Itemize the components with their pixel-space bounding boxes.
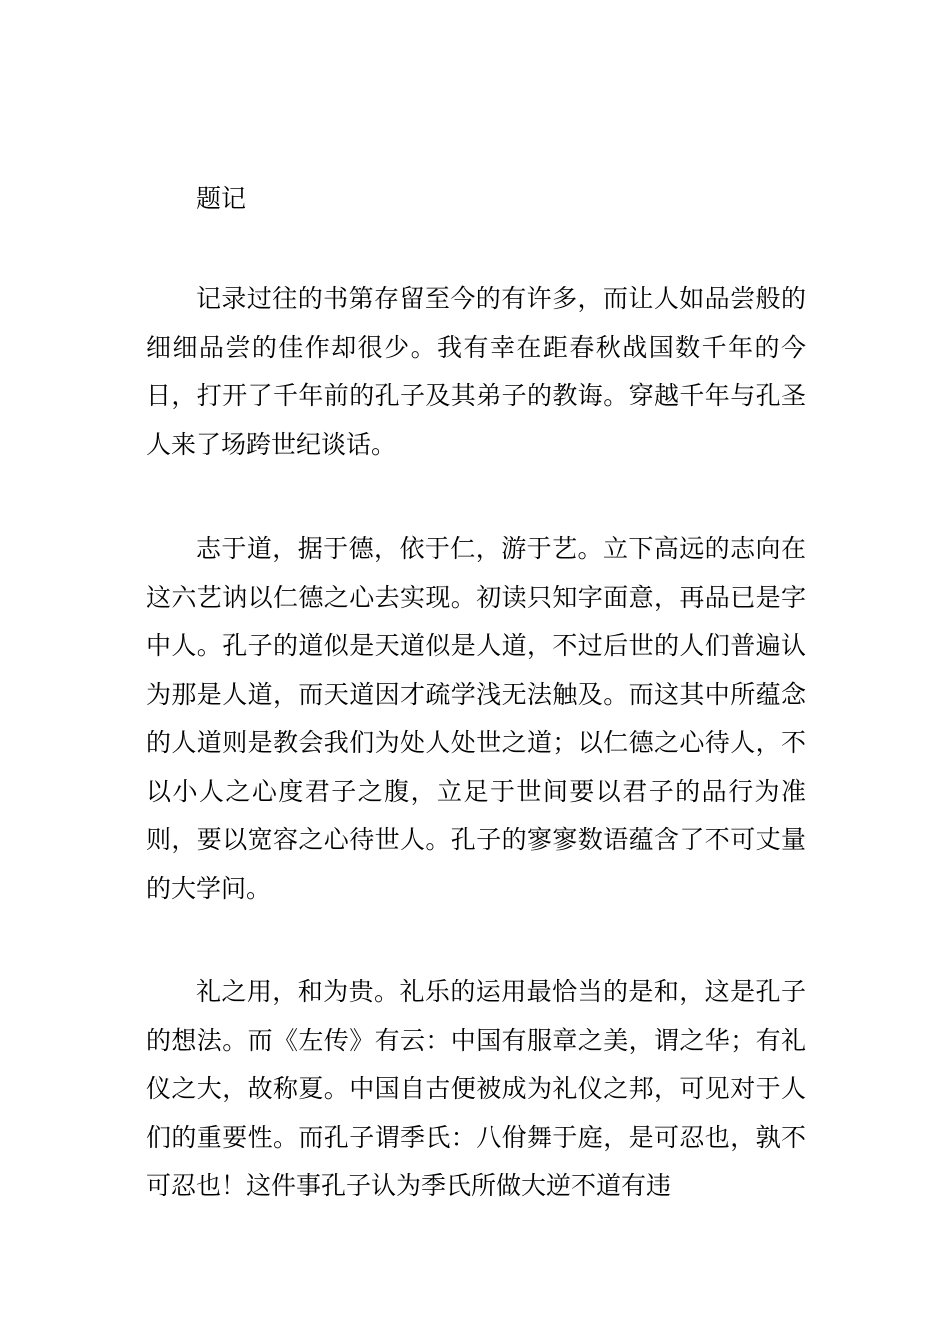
document-heading: 题记: [196, 184, 247, 213]
paragraph-dao: 志于道，据于德，依于仁，游于艺。立下高远的志向在这六艺讷以仁德之心去实现。初读只知字面意，再品已是字中人。孔子的道似是天道似是人道，不过后世的人们普遍认为那是人道，而天道因才疏学浅无法触及。而这其中所蕴念的人道则是教会我们为处人处世之道；以仁德之心待人，不以小人之心度君子之腹，立足于世间要以君子的品行为准则，要以宽容之心待世人。孔子的寥寥数语蕴含了不可丈量的大学问。: [146, 534, 806, 903]
paragraph-intro: 记录过往的书第存留至今的有许多，而让人如品尝般的细细品尝的佳作却很少。我有幸在距春秋战国数千年的今日，打开了千年前的孔子及其弟子的教诲。穿越千年与孔圣人来了场跨世纪谈话。: [146, 284, 806, 459]
paragraph-li: 礼之用，和为贵。礼乐的运用最恰当的是和，这是孔子的想法。而《左传》有云：中国有服章之美，谓之华；有礼仪之大，故称夏。中国自古便被成为礼仪之邦，可见对于人们的重要性。而孔子谓季氏：八佾舞于庭，是可忍也，孰不可忍也！这件事孔子认为季氏所做大逆不道有违: [146, 977, 806, 1200]
